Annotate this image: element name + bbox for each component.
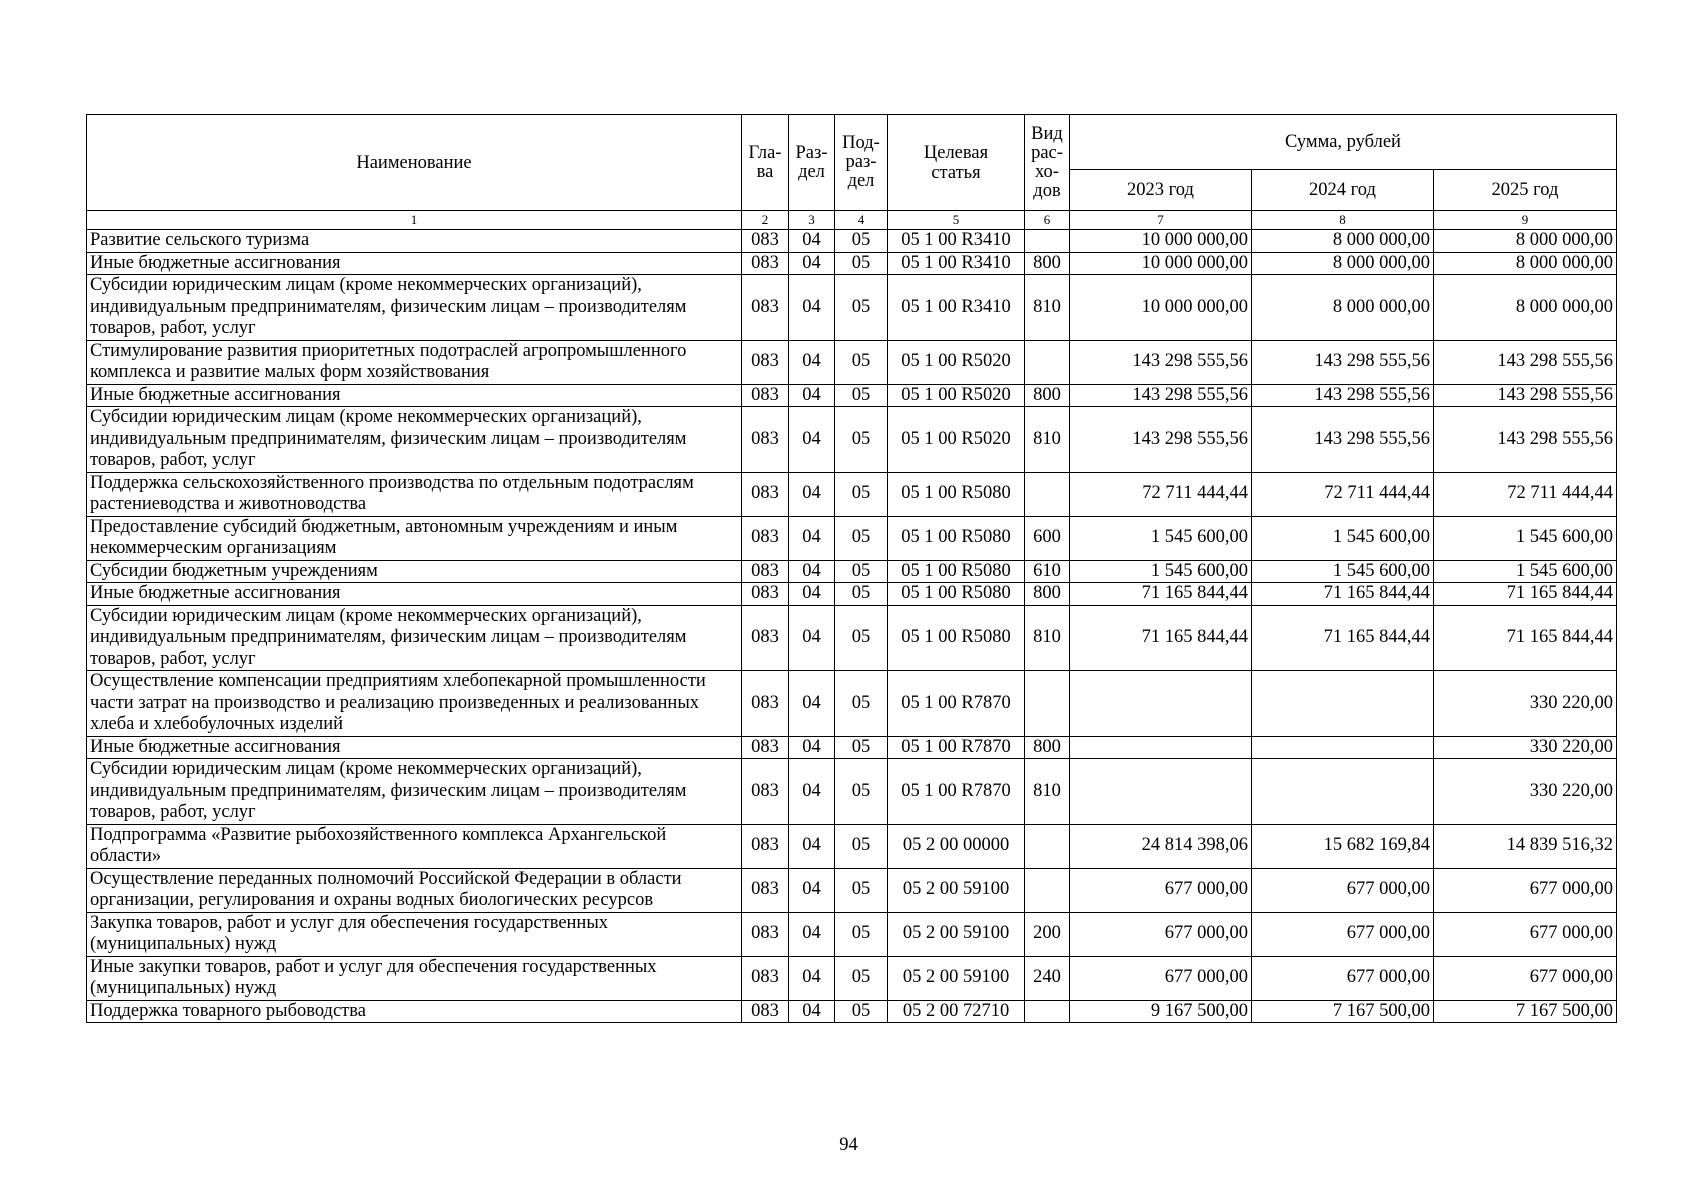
col-header-2025: 2025 год [1434,170,1617,211]
header-line: Целевая [923,142,989,163]
row-section: 04 [789,560,835,583]
table-row [87,824,1617,868]
row-chapter: 083 [742,516,789,560]
header-line: дел [798,161,825,182]
row-amount-2024: 7 167 500,00 [1252,1000,1434,1023]
col-header-subsection [835,115,888,211]
row-amount-2023: 1 545 600,00 [1070,516,1252,560]
row-amount-2025: 7 167 500,00 [1434,1000,1617,1023]
table-row [87,605,1617,671]
row-subsection: 05 [835,736,888,759]
row-name: Стимулирование развития приоритетных подотраслей агропромышленного комплекса и развитие малых форм хозяйствования [87,340,742,384]
row-amount-2023: 10 000 000,00 [1070,230,1252,253]
row-section: 04 [789,868,835,912]
header-line: Гла- [748,142,782,163]
table-row [87,736,1617,759]
row-chapter: 083 [742,1000,789,1023]
column-number-row [87,211,1617,230]
row-amount-2023: 677 000,00 [1070,912,1252,956]
row-section: 04 [789,1000,835,1023]
row-expense-kind: 810 [1025,275,1070,341]
table-row [87,275,1617,341]
row-name: Развитие сельского туризма [87,230,742,253]
row-section: 04 [789,275,835,341]
row-expense-kind: 800 [1025,736,1070,759]
row-expense-kind: 800 [1025,384,1070,407]
row-amount-2025: 1 545 600,00 [1434,560,1617,583]
table-row [87,230,1617,253]
header-line: раз- [845,152,877,172]
row-amount-2025: 8 000 000,00 [1434,230,1617,253]
row-section: 04 [789,583,835,606]
row-chapter: 083 [742,605,789,671]
row-target-article: 05 2 00 59100 [888,868,1025,912]
row-amount-2023: 24 814 398,06 [1070,824,1252,868]
row-amount-2023: 1 545 600,00 [1070,560,1252,583]
row-name: Осуществление компенсации предприятиям хлебопекарной промышленности части затрат на производство и реализацию произведенных и реализованных хлеба и хлебобулочных изделий [87,671,742,737]
row-amount-2024: 677 000,00 [1252,868,1434,912]
header-line: ва [756,161,774,182]
row-amount-2023: 677 000,00 [1070,868,1252,912]
col-header-target [888,115,1025,211]
table-row [87,1000,1617,1023]
row-subsection: 05 [835,583,888,606]
row-chapter: 083 [742,560,789,583]
header-line: статья [931,162,981,183]
row-amount-2025: 8 000 000,00 [1434,252,1617,275]
row-amount-2023 [1070,759,1252,825]
row-chapter: 083 [742,407,789,473]
row-chapter: 083 [742,472,789,516]
row-amount-2023: 72 711 444,44 [1070,472,1252,516]
row-target-article: 05 1 00 R5080 [888,560,1025,583]
row-amount-2025: 72 711 444,44 [1434,472,1617,516]
row-section: 04 [789,956,835,1000]
row-amount-2024: 143 298 555,56 [1252,384,1434,407]
row-chapter: 083 [742,868,789,912]
col-header-name: Наименование [87,115,742,211]
row-expense-kind: 600 [1025,516,1070,560]
row-amount-2024: 677 000,00 [1252,912,1434,956]
row-expense-kind: 810 [1025,605,1070,671]
row-name: Субсидии бюджетным учреждениям [87,560,742,583]
row-name: Субсидии юридическим лицам (кроме некоммерческих организаций), индивидуальным предпринимателям, физическим лицам – производителям товаров, работ, услуг [87,605,742,671]
row-target-article: 05 2 00 00000 [888,824,1025,868]
header-line: хо- [1035,161,1059,182]
row-subsection: 05 [835,605,888,671]
row-chapter: 083 [742,252,789,275]
row-name: Закупка товаров, работ и услуг для обеспечения государственных (муниципальных) нужд [87,912,742,956]
row-amount-2023: 71 165 844,44 [1070,605,1252,671]
col-header-kind [1025,115,1070,211]
row-expense-kind: 200 [1025,912,1070,956]
col-header-2024: 2024 год [1252,170,1434,211]
row-amount-2024: 72 711 444,44 [1252,472,1434,516]
row-subsection: 05 [835,824,888,868]
row-amount-2025: 1 545 600,00 [1434,516,1617,560]
col-number: 3 [789,211,835,230]
row-target-article: 05 1 00 R3410 [888,275,1025,341]
row-amount-2023: 143 298 555,56 [1070,340,1252,384]
row-name: Подпрограмма «Развитие рыбохозяйственного комплекса Архангельской области» [87,824,742,868]
table-row [87,956,1617,1000]
row-expense-kind: 810 [1025,407,1070,473]
row-subsection: 05 [835,407,888,473]
col-number: 2 [742,211,789,230]
row-section: 04 [789,736,835,759]
table-row [87,472,1617,516]
row-subsection: 05 [835,275,888,341]
row-subsection: 05 [835,671,888,737]
row-chapter: 083 [742,384,789,407]
row-amount-2025: 8 000 000,00 [1434,275,1617,341]
table-row [87,407,1617,473]
row-section: 04 [789,472,835,516]
header-line: Под- [842,133,880,153]
row-name: Поддержка товарного рыбоводства [87,1000,742,1023]
row-amount-2024: 1 545 600,00 [1252,560,1434,583]
row-name: Иные бюджетные ассигнования [87,583,742,606]
row-amount-2025: 71 165 844,44 [1434,583,1617,606]
row-amount-2024 [1252,671,1434,737]
row-chapter: 083 [742,671,789,737]
row-section: 04 [789,516,835,560]
row-section: 04 [789,407,835,473]
row-amount-2024: 71 165 844,44 [1252,605,1434,671]
row-subsection: 05 [835,252,888,275]
row-expense-kind: 800 [1025,252,1070,275]
row-subsection: 05 [835,340,888,384]
row-expense-kind [1025,868,1070,912]
table-row [87,252,1617,275]
row-chapter: 083 [742,912,789,956]
row-amount-2024: 71 165 844,44 [1252,583,1434,606]
row-amount-2024: 15 682 169,84 [1252,824,1434,868]
col-header-section [789,115,835,211]
row-amount-2023 [1070,671,1252,737]
row-name: Осуществление переданных полномочий Российской Федерации в области организации, регулирования и охраны водных биологических ресурсов [87,868,742,912]
row-expense-kind [1025,824,1070,868]
col-number: 6 [1025,211,1070,230]
row-amount-2023: 9 167 500,00 [1070,1000,1252,1023]
row-amount-2023: 10 000 000,00 [1070,275,1252,341]
table-row [87,583,1617,606]
row-target-article: 05 1 00 R5080 [888,583,1025,606]
row-amount-2025: 330 220,00 [1434,736,1617,759]
row-amount-2023 [1070,736,1252,759]
row-amount-2025: 330 220,00 [1434,671,1617,737]
row-chapter: 083 [742,230,789,253]
col-number: 1 [87,211,742,230]
row-target-article: 05 2 00 59100 [888,912,1025,956]
col-header-chapter [742,115,789,211]
row-target-article: 05 1 00 R7870 [888,759,1025,825]
row-amount-2025: 330 220,00 [1434,759,1617,825]
row-amount-2025: 143 298 555,56 [1434,407,1617,473]
row-amount-2025: 677 000,00 [1434,956,1617,1000]
col-number: 9 [1434,211,1617,230]
row-amount-2024: 143 298 555,56 [1252,340,1434,384]
col-number: 4 [835,211,888,230]
row-expense-kind [1025,1000,1070,1023]
row-target-article: 05 1 00 R3410 [888,230,1025,253]
row-subsection: 05 [835,868,888,912]
row-section: 04 [789,759,835,825]
row-target-article: 05 2 00 72710 [888,1000,1025,1023]
row-target-article: 05 1 00 R5080 [888,605,1025,671]
row-expense-kind [1025,230,1070,253]
row-amount-2025: 677 000,00 [1434,868,1617,912]
header-line: рас- [1031,142,1063,163]
row-amount-2023: 10 000 000,00 [1070,252,1252,275]
header-line: Вид [1031,123,1063,144]
row-amount-2023: 143 298 555,56 [1070,407,1252,473]
header-line: дел [847,171,875,191]
row-amount-2024: 8 000 000,00 [1252,252,1434,275]
row-name: Иные закупки товаров, работ и услуг для обеспечения государственных (муниципальных) нужд [87,956,742,1000]
row-amount-2025: 14 839 516,32 [1434,824,1617,868]
row-amount-2025: 143 298 555,56 [1434,340,1617,384]
row-amount-2023: 71 165 844,44 [1070,583,1252,606]
row-target-article: 05 1 00 R5020 [888,384,1025,407]
row-target-article: 05 1 00 R7870 [888,671,1025,737]
row-section: 04 [789,340,835,384]
row-name: Предоставление субсидий бюджетным, автономным учреждениям и иным некоммерческим организациям [87,516,742,560]
row-section: 04 [789,384,835,407]
row-expense-kind: 610 [1025,560,1070,583]
page-number: 94 [839,1135,858,1155]
row-subsection: 05 [835,230,888,253]
row-name: Иные бюджетные ассигнования [87,384,742,407]
row-amount-2025: 677 000,00 [1434,912,1617,956]
row-target-article: 05 1 00 R7870 [888,736,1025,759]
col-number: 7 [1070,211,1252,230]
row-amount-2024: 8 000 000,00 [1252,275,1434,341]
row-chapter: 083 [742,583,789,606]
row-amount-2023: 677 000,00 [1070,956,1252,1000]
row-name: Субсидии юридическим лицам (кроме некоммерческих организаций), индивидуальным предпринимателям, физическим лицам – производителям товаров, работ, услуг [87,275,742,341]
budget-table [86,114,1617,1023]
table-row [87,912,1617,956]
row-name: Иные бюджетные ассигнования [87,736,742,759]
row-name: Поддержка сельскохозяйственного производства по отдельным подотраслям растениеводства и животноводства [87,472,742,516]
row-section: 04 [789,252,835,275]
row-amount-2025: 71 165 844,44 [1434,605,1617,671]
row-subsection: 05 [835,956,888,1000]
row-target-article: 05 1 00 R5080 [888,516,1025,560]
row-amount-2024: 1 545 600,00 [1252,516,1434,560]
row-target-article: 05 2 00 59100 [888,956,1025,1000]
row-section: 04 [789,824,835,868]
row-name: Субсидии юридическим лицам (кроме некоммерческих организаций), индивидуальным предпринимателям, физическим лицам – производителям товаров, работ, услуг [87,759,742,825]
row-expense-kind [1025,671,1070,737]
row-amount-2024 [1252,736,1434,759]
row-expense-kind: 810 [1025,759,1070,825]
row-target-article: 05 1 00 R5020 [888,340,1025,384]
row-target-article: 05 1 00 R3410 [888,252,1025,275]
row-expense-kind [1025,340,1070,384]
row-section: 04 [789,605,835,671]
row-amount-2024: 677 000,00 [1252,956,1434,1000]
row-section: 04 [789,230,835,253]
row-subsection: 05 [835,759,888,825]
row-subsection: 05 [835,1000,888,1023]
row-expense-kind: 800 [1025,583,1070,606]
row-amount-2024: 143 298 555,56 [1252,407,1434,473]
row-subsection: 05 [835,472,888,516]
table-row [87,516,1617,560]
table-row [87,759,1617,825]
header-line: Раз- [795,142,828,163]
row-chapter: 083 [742,275,789,341]
row-section: 04 [789,912,835,956]
row-expense-kind: 240 [1025,956,1070,1000]
col-number: 5 [888,211,1025,230]
row-chapter: 083 [742,759,789,825]
table-row [87,340,1617,384]
header-line: дов [1033,180,1061,201]
row-name: Иные бюджетные ассигнования [87,252,742,275]
table-row [87,384,1617,407]
col-header-sum: Сумма, рублей [1070,115,1617,170]
row-subsection: 05 [835,912,888,956]
row-section: 04 [789,671,835,737]
row-amount-2024 [1252,759,1434,825]
row-amount-2023: 143 298 555,56 [1070,384,1252,407]
row-name: Субсидии юридическим лицам (кроме некоммерческих организаций), индивидуальным предпринимателям, физическим лицам – производителям товаров, работ, услуг [87,407,742,473]
table-body [87,230,1617,1023]
row-target-article: 05 1 00 R5020 [888,407,1025,473]
table-row [87,868,1617,912]
row-subsection: 05 [835,560,888,583]
row-subsection: 05 [835,384,888,407]
row-chapter: 083 [742,340,789,384]
row-expense-kind [1025,472,1070,516]
row-target-article: 05 1 00 R5080 [888,472,1025,516]
row-chapter: 083 [742,956,789,1000]
row-amount-2024: 8 000 000,00 [1252,230,1434,253]
row-amount-2025: 143 298 555,56 [1434,384,1617,407]
table-row [87,671,1617,737]
col-number: 8 [1252,211,1434,230]
row-chapter: 083 [742,736,789,759]
col-header-2023: 2023 год [1070,170,1252,211]
row-subsection: 05 [835,516,888,560]
row-chapter: 083 [742,824,789,868]
table-row [87,560,1617,583]
